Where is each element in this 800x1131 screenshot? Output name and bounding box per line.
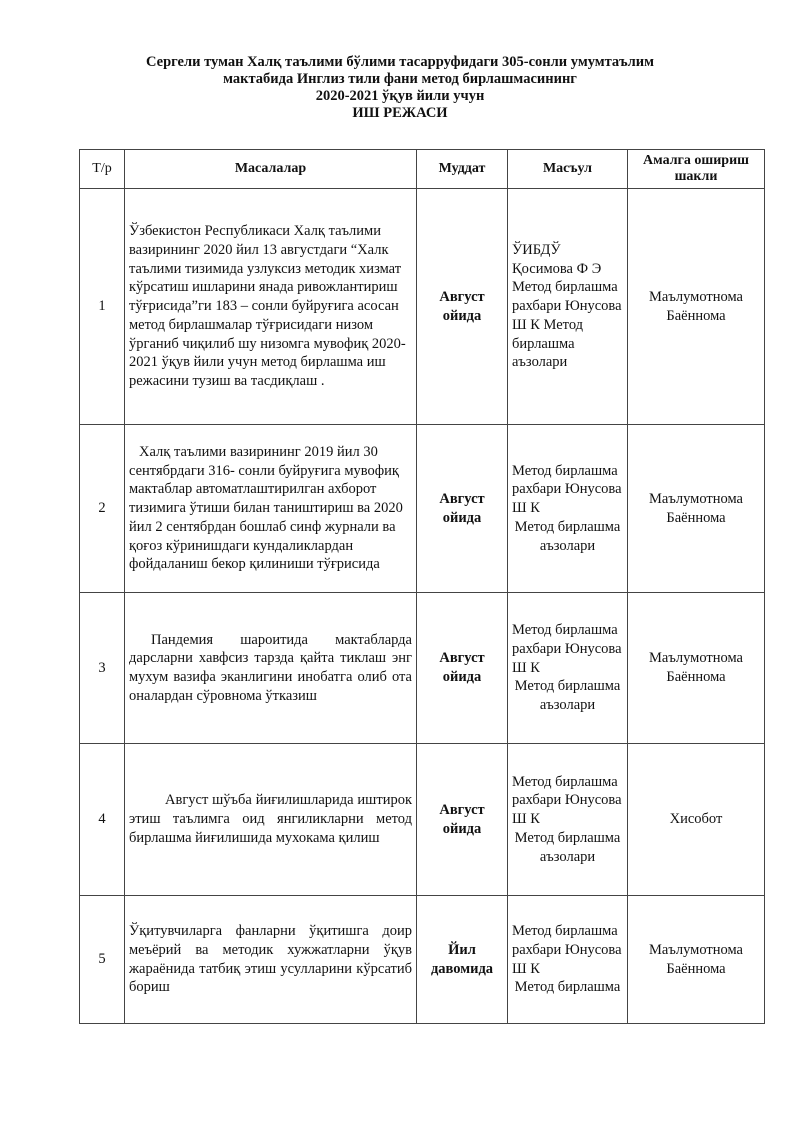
form-cell: Маълумотнома Баённома	[628, 896, 765, 1024]
col-header-form: Амалга ошириш шакли	[628, 150, 765, 189]
row-number: 4	[80, 744, 125, 896]
task-cell	[125, 744, 417, 896]
responsible-text: ЎИБДЎ Қосимова Ф Э Метод бирлашма рахбари Юнусова Ш К Метод бирлашма аъзолари	[512, 242, 622, 371]
form-cell: Маълумотнома Баённома	[628, 593, 765, 744]
deadline-cell: Август ойида	[417, 744, 508, 896]
document-header	[0, 54, 800, 122]
header-line-3: 2020-2021 ўқув йили учун	[315, 88, 485, 104]
responsible-text: Метод бирлашма рахбари Юнусова Ш К	[512, 923, 622, 977]
header-line-2: мактабида Инглиз тили фани метод бирлашмасининг	[223, 71, 577, 87]
responsible-text: Метод бирлашма рахбари Юнусова Ш К	[512, 622, 622, 676]
responsible-text: Метод бирлашма рахбари Юнусова Ш К	[512, 462, 622, 517]
deadline-cell: Август ойида	[417, 189, 508, 425]
table-row	[80, 896, 765, 1024]
row-number: 3	[80, 593, 125, 744]
table-header-row	[80, 150, 765, 189]
responsible-cell	[508, 425, 628, 593]
col-header-responsible: Масъул	[508, 150, 628, 189]
task-cell	[125, 425, 417, 593]
task-text: Пандемия шароитида мактабларда дарсларни хавфсиз тарзда қайта тиклаш энг мухум вазифа эканлигини инобатга олиб ота оналардан сўровнома ўтказиш	[129, 631, 412, 704]
form-cell: Маълумотнома Баённома	[628, 425, 765, 593]
form-cell: Хисобот	[628, 744, 765, 896]
task-cell: Ўқитувчиларга фанларни ўқитишга доир меъёрий ва методик хужжатларни ўқув жараёнида татбиқ этиш усулларини кўрсатиб бориш	[125, 896, 417, 1024]
task-text: Халқ таълими вазирининг 2019 йил 30 сентябрдаги 316- сонли буйруғига мувофиқ мактаблар автоматлаштирилган ахборот тизимига ўтиши билан таништириш ва 2020 йил 2 сентябрдан бошлаб синф журнали ва қоғоз кўринишдаги кундаликлардан фойдаланиш бекор қилиниши тўғрисида	[129, 444, 403, 573]
form-cell: Маълумотнома Баённома	[628, 189, 765, 425]
table-row	[80, 744, 765, 896]
responsible-members: Метод бирлашма	[514, 979, 621, 996]
header-line-1: Сергели туман Халқ таълими бўлими тасарруфидаги 305-сонли умумтаълим	[146, 54, 654, 70]
responsible-cell	[508, 593, 628, 744]
responsible-members: Метод бирлашма аъзолари	[514, 678, 621, 714]
responsible-cell	[508, 896, 628, 1024]
deadline-cell: Август ойида	[417, 425, 508, 593]
responsible-cell	[508, 744, 628, 896]
row-number: 5	[80, 896, 125, 1024]
header-title: ИШ РЕЖАСИ	[352, 105, 448, 121]
responsible-members: Метод бирлашма аъзолари	[514, 518, 621, 554]
task-cell	[125, 593, 417, 744]
responsible-members: Метод бирлашма аъзолари	[514, 829, 621, 865]
deadline-cell: Август ойида	[417, 593, 508, 744]
task-text: Август шўъба йиғилишларида иштирок этиш таълимга оид янгиликларни метод бирлашма йиғилишида мухокама қилиш	[129, 792, 412, 846]
col-header-tasks: Масалалар	[125, 150, 417, 189]
table-row	[80, 425, 765, 593]
table-row	[80, 189, 765, 425]
deadline-cell: Йил давомида	[417, 896, 508, 1024]
responsible-cell	[508, 189, 628, 425]
row-number: 1	[80, 189, 125, 425]
col-header-number: Т/р	[80, 150, 125, 189]
col-header-deadline: Муддат	[417, 150, 508, 189]
responsible-text: Метод бирлашма рахбари Юнусова Ш К	[512, 773, 622, 828]
task-cell: Ўзбекистон Республикаси Халқ таълими вазирининг 2020 йил 13 августдаги “Халк таълими тизимида узлуксиз методик хизмат кўрсатиш ишларини янада ривожлантириш тўғрисида”ги 183 – сонли буйруғига асосан метод бирлашмалар тўғрисидаги низом ўрганиб чиқилиб шу низомга мувофиқ 2020-2021 ўқув йили учун метод бирлашма иш режасини тузиш ва тасдиқлаш .	[125, 189, 417, 425]
row-number: 2	[80, 425, 125, 593]
work-plan-table	[79, 149, 765, 1024]
table-row	[80, 593, 765, 744]
